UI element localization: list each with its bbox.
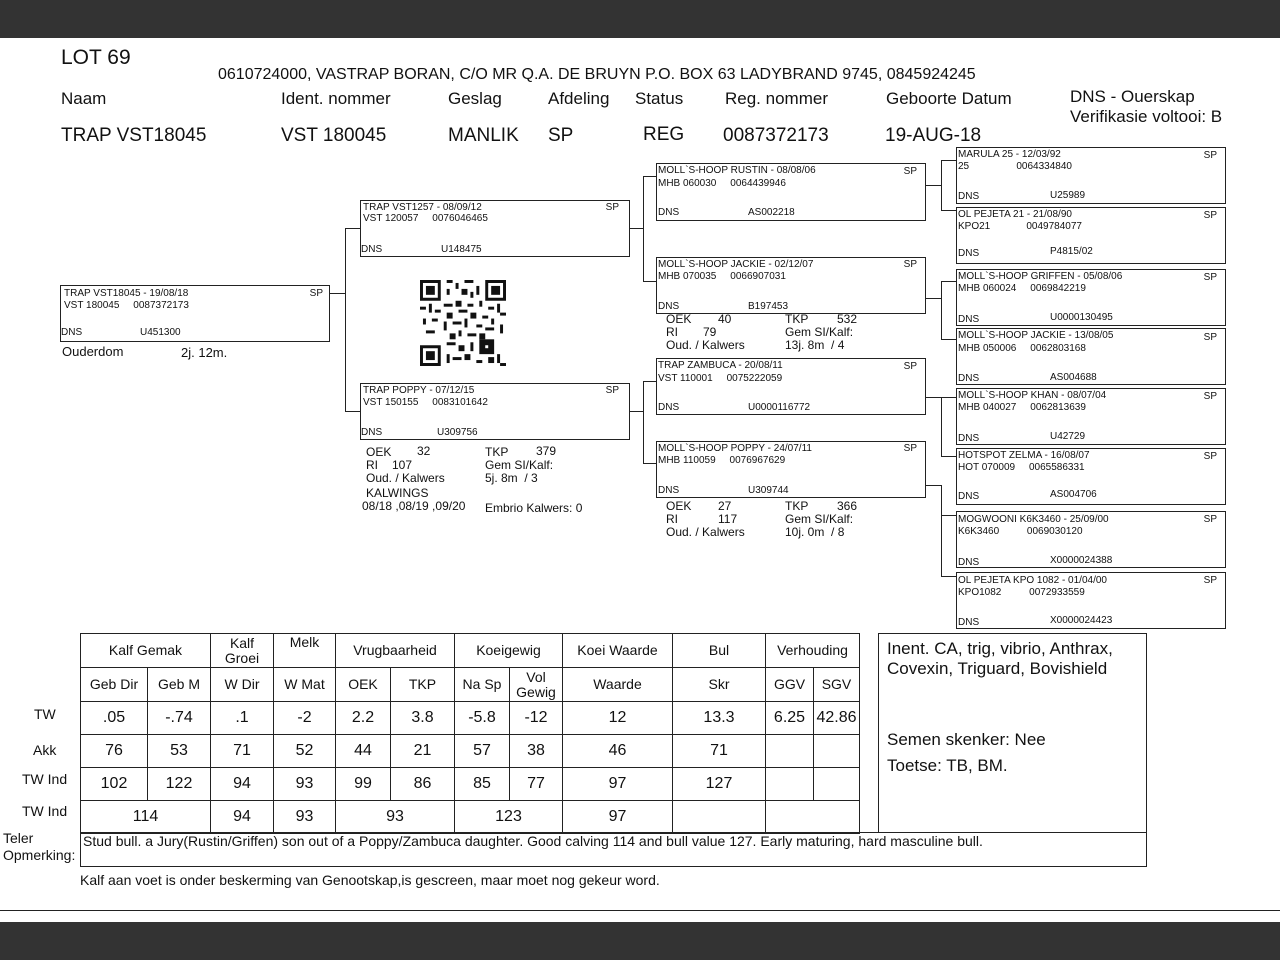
gp2-ri-label: RI	[666, 325, 678, 339]
ggp-code: U0000130495	[1050, 312, 1113, 323]
animal-naam: TRAP VST18045	[61, 125, 207, 146]
table-cell: 93	[274, 768, 336, 801]
connector	[941, 339, 957, 340]
table-cell: -2	[274, 702, 336, 735]
dam-kalwings: 08/18 ,08/19 ,09/20	[362, 499, 466, 513]
col-skr: Skr	[673, 668, 766, 702]
col-waarde: Waarde	[563, 668, 673, 702]
dam-tkp: 379	[536, 444, 557, 458]
table-cell: 94	[211, 768, 274, 801]
gp-code: AS002218	[748, 207, 795, 218]
connector	[941, 515, 957, 516]
ggp-title: OL PEJETA KPO 1082 - 01/04/00	[958, 575, 1107, 586]
table-row-tw	[81, 702, 860, 735]
connector	[345, 411, 361, 412]
gp-sp: SP	[903, 443, 917, 454]
self-dns: DNS	[61, 327, 83, 338]
table-cell	[814, 768, 860, 801]
remarks-label: Teler Opmerking:	[3, 830, 76, 863]
gp-code: U309744	[748, 485, 789, 496]
connector	[345, 228, 361, 229]
table-row-twind-combined	[81, 801, 860, 834]
table-cell: .05	[81, 702, 148, 735]
lot-number: LOT 69	[61, 46, 131, 69]
ggp-sp: SP	[1203, 575, 1217, 586]
table-cell: 71	[673, 735, 766, 768]
table-cell: -12	[510, 702, 563, 735]
connector	[941, 281, 957, 282]
ggp-code: X0000024388	[1050, 555, 1113, 566]
col-ggv: GGV	[766, 668, 814, 702]
gp-id: MHB 070035 0066907031	[658, 271, 786, 282]
table-cell: 76	[81, 735, 148, 768]
table-cell: 86	[391, 768, 455, 801]
ggp-title: MOLL`S-HOOP GRIFFEN - 05/08/06	[958, 271, 1123, 282]
table-cell: -.74	[148, 702, 211, 735]
header-status: Status	[635, 89, 684, 108]
pedigree-ggp-6	[956, 448, 1226, 505]
table-cell: 13.3	[673, 702, 766, 735]
ouderdom-label: Ouderdom	[62, 344, 124, 359]
gp2-ri: 79	[703, 325, 717, 339]
ggp-title: MOLL`S-HOOP JACKIE - 13/08/05	[958, 330, 1114, 341]
dam-oek-label: OEK	[366, 445, 392, 459]
gp-dns: DNS	[658, 301, 680, 312]
table-cell: 38	[510, 735, 563, 768]
header-geslag: Geslag	[448, 89, 502, 108]
table-cell	[673, 801, 766, 834]
table-cell	[814, 735, 860, 768]
col-vol-gewig: Vol Gewig	[510, 668, 563, 702]
table-cell: -5.8	[455, 702, 510, 735]
gp4-oek: 27	[718, 499, 732, 513]
pedigree-gp-1	[656, 163, 926, 221]
pedigree-ggp-2	[956, 207, 1226, 264]
gp2-oud-label: Oud. / Kalwers	[666, 338, 745, 352]
ggp-dns: DNS	[958, 433, 980, 444]
dam-kalwings-label: KALWINGS	[366, 486, 429, 500]
col-geb-dir: Geb Dir	[81, 668, 148, 702]
connector	[629, 228, 643, 229]
animal-geslag: MANLIK	[448, 125, 519, 146]
table-cell	[766, 768, 814, 801]
table-cell: 77	[510, 768, 563, 801]
row-label-tw: TW	[34, 706, 56, 722]
gp4-ri: 117	[718, 512, 738, 526]
ggp-dns: DNS	[958, 617, 980, 628]
connector	[925, 185, 941, 186]
gp-sp: SP	[903, 361, 917, 372]
group-koeigewig: Koeigewig	[455, 634, 563, 668]
connector	[643, 381, 657, 382]
ggp-id: K6K3460 0069030120	[958, 526, 1083, 537]
table-cell: 94	[211, 801, 274, 834]
header-naam: Naam	[61, 89, 107, 108]
connector	[941, 456, 957, 457]
ggp-id: MHB 040027 0062813639	[958, 402, 1086, 413]
connector	[925, 485, 941, 486]
connector	[629, 411, 643, 412]
group-kalf-gemak: Kalf Gemak	[81, 634, 211, 668]
notes-panel	[878, 633, 1147, 833]
pedigree-gp-4	[656, 441, 926, 498]
animal-ident: VST 180045	[281, 125, 387, 146]
gp4-tkp-label: TKP	[785, 499, 809, 513]
connector	[345, 228, 346, 412]
dam-code: U309756	[437, 427, 478, 438]
col-tkp: TKP	[391, 668, 455, 702]
gp4-tkp: 366	[837, 499, 858, 513]
ggp-title: MOLL`S-HOOP KHAN - 08/07/04	[958, 390, 1107, 401]
ggp-sp: SP	[1203, 391, 1217, 402]
notes-toetse: Toetse: TB, BM.	[887, 756, 1008, 775]
gp-title: MOLL`S-HOOP JACKIE - 02/12/07	[658, 259, 814, 270]
ggp-title: OL PEJETA 21 - 21/08/90	[958, 209, 1072, 220]
self-sp: SP	[309, 288, 323, 299]
ggp-code: U25989	[1050, 190, 1086, 201]
connector	[941, 397, 957, 398]
connector	[643, 281, 657, 282]
ggp-sp: SP	[1203, 272, 1217, 283]
pedigree-self	[60, 285, 330, 342]
gp2-gem-label: Gem SI/Kalf:	[785, 325, 854, 339]
self-title: TRAP VST18045 - 19/08/18	[64, 288, 189, 299]
sire-code: U148475	[441, 244, 482, 255]
footer-note: Kalf aan voet is onder beskerming van Genootskap,is gescreen, maar moet nog gekeur word.	[80, 872, 660, 888]
dam-oud-label: Oud. / Kalwers	[366, 471, 445, 485]
ggp-id: KPO21 0049784077	[958, 221, 1082, 232]
pedigree-ggp-8	[956, 572, 1226, 629]
ggp-dns: DNS	[958, 314, 980, 325]
ggp-code: X0000024423	[1050, 615, 1113, 626]
connector	[643, 176, 644, 282]
gp-title: MOLL`S-HOOP RUSTIN - 08/08/06	[658, 165, 816, 176]
gp4-ri-label: RI	[666, 512, 678, 526]
table-cell: 57	[455, 735, 510, 768]
animal-afdeling: SP	[548, 125, 574, 146]
ebv-table	[80, 633, 860, 834]
animal-reg: 0087372173	[723, 125, 829, 146]
row-label-twind-2: TW Ind	[22, 803, 68, 819]
group-melk: Melk	[274, 634, 336, 668]
ggp-code: AS004688	[1050, 372, 1097, 383]
ggp-id: HOT 070009 0065586331	[958, 462, 1085, 473]
group-vrugbaarheid: Vrugbaarheid	[336, 634, 455, 668]
table-cell: 42.86	[814, 702, 860, 735]
gp4-gem-label: Gem SI/Kalf:	[785, 512, 854, 526]
pedigree-gp-2	[656, 257, 926, 314]
ggp-dns: DNS	[958, 373, 980, 384]
ggp-code: AS004706	[1050, 489, 1097, 500]
ggp-dns: DNS	[958, 248, 980, 259]
sire-title: TRAP VST1257 - 08/09/12	[363, 202, 482, 213]
gp2-tkp: 532	[837, 312, 858, 326]
dam-embrio: Embrio Kalwers: 0	[485, 501, 583, 515]
table-cell	[766, 735, 814, 768]
sire-sp: SP	[605, 202, 619, 213]
group-bul: Bul	[673, 634, 766, 668]
gp2-oek: 40	[718, 312, 732, 326]
remarks-text: Stud bull. a Jury(Rustin/Griffen) son out of a Poppy/Zambuca daughter. Good calving 114 and bull value 127. Early maturing, hard masculine bull.	[83, 833, 983, 849]
notes-semen: Semen skenker: Nee	[887, 730, 1046, 749]
gp2-oek-label: OEK	[666, 312, 692, 326]
ggp-sp: SP	[1203, 332, 1217, 343]
col-oek: OEK	[336, 668, 391, 702]
table-cell: 46	[563, 735, 673, 768]
ggp-sp: SP	[1203, 210, 1217, 221]
col-geb-m: Geb M	[148, 668, 211, 702]
col-w-mat: W Mat	[274, 668, 336, 702]
ouderdom-value: 2j. 12m.	[181, 345, 228, 360]
animal-status: REG	[643, 124, 685, 145]
table-cell: .1	[211, 702, 274, 735]
table-cell: 97	[563, 768, 673, 801]
table-cell: 127	[673, 768, 766, 801]
table-cell: 122	[148, 768, 211, 801]
gp-sp: SP	[903, 166, 917, 177]
self-code: U451300	[140, 327, 181, 338]
table-cell: 2.2	[336, 702, 391, 735]
table-cell: 97	[563, 801, 673, 834]
header-afdeling: Afdeling	[548, 89, 610, 108]
remarks-box	[80, 832, 1147, 867]
gp-code: U0000116772	[748, 402, 811, 413]
table-row-twind	[81, 768, 860, 801]
connector	[643, 381, 644, 464]
connector	[329, 293, 345, 294]
pedigree-dam	[360, 383, 630, 440]
pedigree-ggp-7	[956, 511, 1226, 568]
table-cell: 93	[274, 801, 336, 834]
col-sgv: SGV	[814, 668, 860, 702]
gp-id: MHB 110059 0076967629	[658, 455, 786, 466]
ggp-title: MOGWOONI K6K3460 - 25/09/00	[958, 514, 1109, 525]
dam-tkp-label: TKP	[485, 445, 509, 459]
ggp-code: U42729	[1050, 431, 1086, 442]
gp4-oud-label: Oud. / Kalwers	[666, 525, 745, 539]
dam-ri-label: RI	[366, 458, 378, 472]
table-cell: 52	[274, 735, 336, 768]
group-verhouding: Verhouding	[766, 634, 860, 668]
table-cell: 93	[336, 801, 455, 834]
bottom-bar	[0, 922, 1280, 960]
gp-dns: DNS	[658, 485, 680, 496]
table-cell	[766, 801, 860, 834]
ggp-sp: SP	[1203, 451, 1217, 462]
ggp-dns: DNS	[958, 491, 980, 502]
connector	[941, 160, 942, 211]
connector	[941, 281, 942, 340]
ggp-title: MARULA 25 - 12/03/92	[958, 149, 1061, 160]
ggp-id: 25 0064334840	[958, 161, 1072, 172]
header-geboorte: Geboorte Datum	[886, 89, 1012, 108]
dam-ri: 107	[392, 458, 413, 472]
ggp-id: MHB 050006 0062803168	[958, 343, 1086, 354]
table-cell: 44	[336, 735, 391, 768]
connector	[941, 485, 942, 577]
pedigree-ggp-3	[956, 269, 1226, 326]
connector	[941, 210, 957, 211]
col-w-dir: W Dir	[211, 668, 274, 702]
table-cell: 99	[336, 768, 391, 801]
group-kalf-groei: Kalf Groei	[211, 634, 274, 668]
owner-line: 0610724000, VASTRAP BORAN, C/O MR Q.A. DE BRUYN P.O. BOX 63 LADYBRAND 9745, 0845924245	[218, 66, 976, 83]
pedigree-sire	[360, 200, 630, 257]
sire-dns: DNS	[361, 244, 383, 255]
connector	[643, 463, 657, 464]
pedigree-ggp-4	[956, 328, 1226, 385]
connector	[925, 397, 941, 398]
gp2-oud: 13j. 8m / 4	[785, 338, 845, 352]
qr-code	[418, 280, 508, 366]
gp4-oud: 10j. 0m / 8	[785, 525, 845, 539]
ggp-id: MHB 060024 0069842219	[958, 283, 1086, 294]
row-label-akk: Akk	[33, 742, 57, 758]
connector	[941, 160, 957, 161]
header-reg: Reg. nommer	[725, 89, 828, 108]
dam-sp: SP	[605, 385, 619, 396]
table-cell: 53	[148, 735, 211, 768]
table-cell: 21	[391, 735, 455, 768]
group-koei-waarde: Koei Waarde	[563, 634, 673, 668]
table-row-akk	[81, 735, 860, 768]
table-cell: 102	[81, 768, 148, 801]
ggp-id: KPO1082 0072933559	[958, 587, 1085, 598]
gp-dns: DNS	[658, 402, 680, 413]
connector	[925, 298, 941, 299]
dam-id: VST 150155 0083101642	[363, 397, 488, 408]
ggp-title: HOTSPOT ZELMA - 16/08/07	[958, 450, 1090, 461]
gp2-tkp-label: TKP	[785, 312, 809, 326]
connector	[941, 397, 942, 457]
animal-geboorte: 19-AUG-18	[885, 125, 982, 146]
header-ident: Ident. nommer	[281, 89, 391, 108]
ggp-dns: DNS	[958, 191, 980, 202]
table-cell: 3.8	[391, 702, 455, 735]
dam-oud: 5j. 8m / 3	[485, 471, 538, 485]
top-bar	[0, 0, 1280, 38]
gp4-oek-label: OEK	[666, 499, 692, 513]
ggp-dns: DNS	[958, 557, 980, 568]
footer-divider	[0, 910, 1280, 911]
pedigree-ggp-1	[956, 147, 1226, 204]
gp-title: MOLL`S-HOOP POPPY - 24/07/11	[658, 443, 812, 454]
gp-title: TRAP ZAMBUCA - 20/08/11	[658, 360, 783, 371]
dam-title: TRAP POPPY - 07/12/15	[363, 385, 475, 396]
gp-id: VST 110001 0075222059	[658, 373, 783, 384]
ggp-code: P4815/02	[1050, 246, 1093, 257]
header-verifikasie: Verifikasie voltooi: B	[1070, 107, 1223, 126]
pedigree-gp-3	[656, 358, 926, 415]
dam-gem-label: Gem SI/Kalf:	[485, 458, 554, 472]
row-label-twind: TW Ind	[22, 771, 68, 787]
connector	[941, 576, 957, 577]
gp-dns: DNS	[658, 207, 680, 218]
ggp-sp: SP	[1203, 150, 1217, 161]
col-na-sp: Na Sp	[455, 668, 510, 702]
table-cell: 12	[563, 702, 673, 735]
gp-code: B197453	[748, 301, 789, 312]
table-cell: 114	[81, 801, 211, 834]
pedigree-ggp-5	[956, 388, 1226, 445]
table-cell: 71	[211, 735, 274, 768]
table-cell: 6.25	[766, 702, 814, 735]
table-cell: 85	[455, 768, 510, 801]
gp-id: MHB 060030 0064439946	[658, 178, 786, 189]
header-dns: DNS - Ouerskap	[1070, 87, 1195, 106]
gp-sp: SP	[903, 259, 917, 270]
notes-inent: Inent. CA, trig, vibrio, Anthrax, Covexin, Triguard, Bovishield	[887, 639, 1113, 678]
self-id: VST 180045 0087372173	[64, 300, 189, 311]
sire-id: VST 120057 0076046465	[363, 213, 488, 224]
connector	[643, 176, 657, 177]
ggp-sp: SP	[1203, 514, 1217, 525]
dam-oek: 32	[417, 444, 431, 458]
dam-dns: DNS	[361, 427, 383, 438]
table-cell: 123	[455, 801, 563, 834]
